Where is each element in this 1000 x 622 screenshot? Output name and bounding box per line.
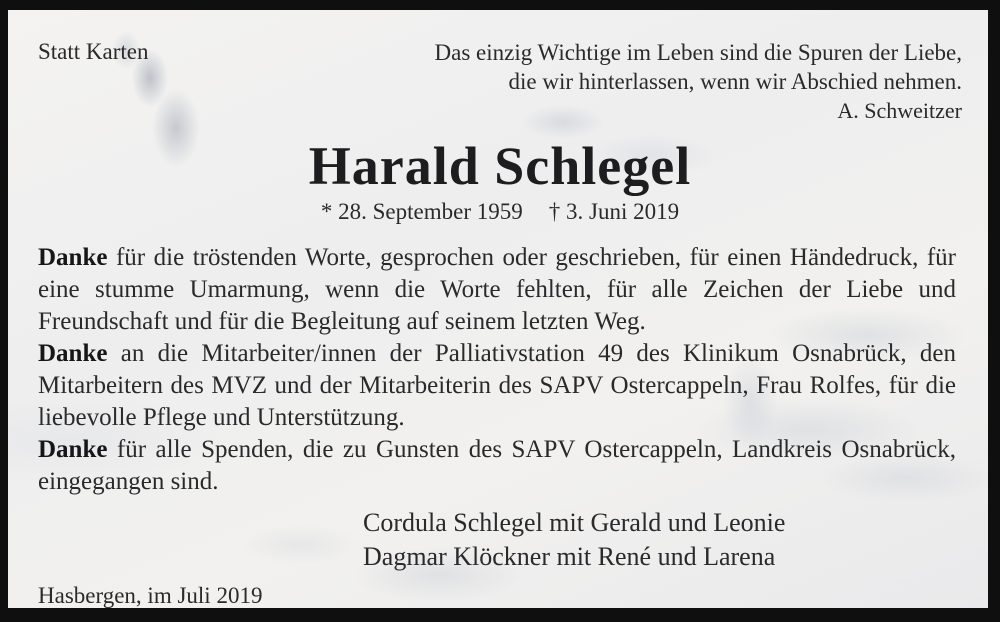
thanks-paragraph [38,338,956,434]
death-date: † 3. Juni 2019 [548,199,680,224]
statt-karten-note: Statt Karten [38,39,149,64]
memorial-quote [435,38,963,125]
danke-lead: Danke [38,244,108,271]
paragraph-text: für alle Spenden, die zu Gunsten des SAPV Ostercappeln, Landkreis Osnabrück, eingegangen sind. [38,436,956,495]
danke-lead: Danke [38,340,108,367]
danke-lead: Danke [38,436,108,463]
mourners-list [363,506,962,574]
paragraph-text: an die Mitarbeiter/innen der Palliativstation 49 des Klinikum Osnabrück, den Mitarbeitern des MVZ und der Mitarbeiterin des SAPV Ostercappeln, Frau Rolfes, für die liebevolle Pflege und Unterstützung. [38,340,956,431]
notice-content [8,10,988,608]
quote-line-2: die wir hinterlassen, wenn wir Abschied nehmen. [508,69,962,94]
paragraph-text: für die tröstenden Worte, gesprochen oder geschrieben, für einen Händedruck, für eine stumme Umarmung, wenn die Worte fehlten, für alle Zeichen der Liebe und Freundschaft und für die Begleitung auf seinem letzten Weg. [38,244,956,335]
thanks-paragraph [38,242,956,338]
life-dates [38,198,962,225]
notice-header [38,38,962,125]
thanks-paragraph [38,434,956,498]
deceased-name: Harald Schlegel [308,136,692,196]
birth-date: * 28. September 1959 [320,199,523,224]
quote-attribution: A. Schweitzer [837,98,962,123]
mourner-line: Dagmar Klöckner mit René und Larena [363,542,776,571]
quote-line-1: Das einzig Wichtige im Leben sind die Spuren der Liebe, [434,40,962,65]
mourner-line: Cordula Schlegel mit Gerald und Leonie [363,508,786,537]
thanks-text [38,242,956,498]
obituary-notice [8,10,988,608]
place-date-line: Hasbergen, im Juli 2019 [38,583,263,608]
